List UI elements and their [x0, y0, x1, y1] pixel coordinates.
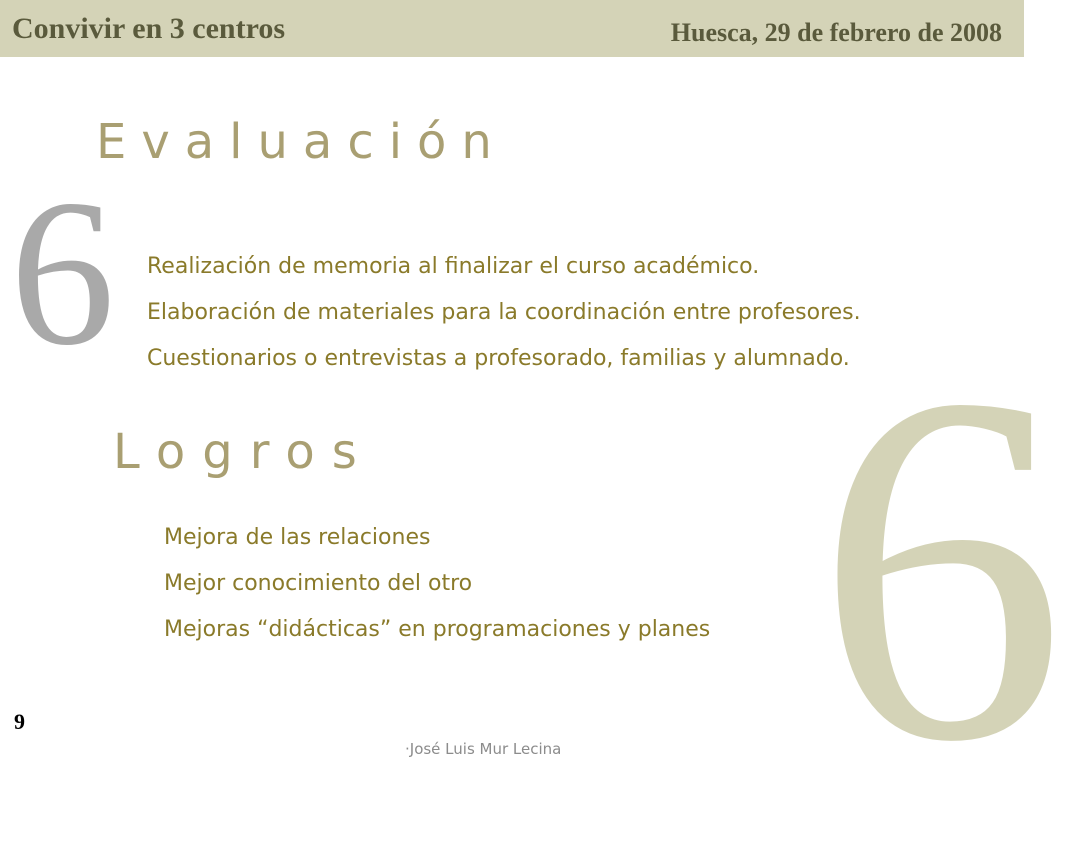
- page-number: 9: [14, 709, 25, 734]
- list-item: Elaboración de materiales para la coordinación entre profesores.: [147, 300, 861, 325]
- decorative-number-six-large: 6: [816, 291, 1066, 845]
- section-heading-evaluacion: Evaluación: [96, 114, 507, 170]
- decorative-number-six: 6: [10, 157, 115, 389]
- list-item: Cuestionarios o entrevistas a profesorado, familias y alumnado.: [147, 346, 850, 371]
- list-item: Mejoras “didácticas” en programaciones y planes: [164, 617, 711, 642]
- logros-list: [164, 523, 710, 661]
- evaluacion-list: [147, 252, 861, 390]
- list-item: Mejor conocimiento del otro: [164, 571, 473, 596]
- section-heading-logros: Logros: [113, 424, 374, 480]
- header-title: Convivir en 3 centros: [12, 12, 286, 45]
- list-item: Mejora de las relaciones: [164, 525, 431, 550]
- footer-author: ·José Luis Mur Lecina: [405, 740, 562, 758]
- header-date: Huesca, 29 de febrero de 2008: [670, 18, 1002, 47]
- header-bar: [0, 0, 1024, 57]
- list-item: Realización de memoria al finalizar el curso académico.: [147, 254, 760, 279]
